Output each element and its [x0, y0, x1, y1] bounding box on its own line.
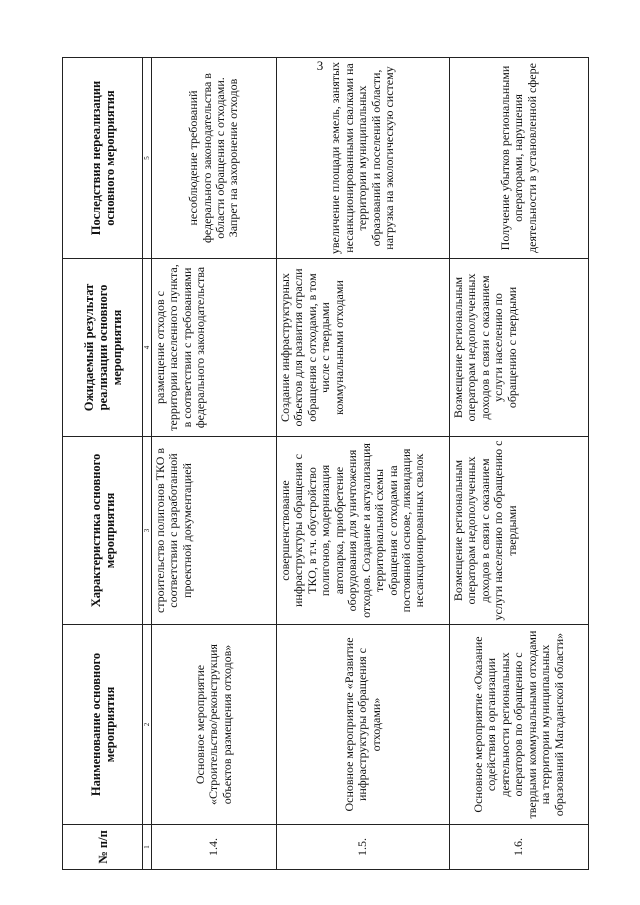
page-number: 3	[316, 58, 324, 73]
row-num: 1.6.	[450, 825, 589, 870]
row-consequence: несоблюдение требований федерального законодательства в области обращения с отходами. Запрет на захоронение отходов	[152, 58, 277, 259]
header-consequence: Последствия нереализации основного мероприятия	[63, 58, 143, 259]
row-consequence: Получение убытков региональными операторами, нарушения деятельности в установленной сфере	[450, 58, 589, 259]
header-row	[63, 58, 143, 870]
header-result: Ожидаемый результат реализации основного мероприятия	[63, 259, 143, 437]
row-characteristic: Возмещение региональным операторам недополученных доходов в связи с оказанием услуги населению по обращению с твердыми	[450, 437, 589, 625]
row-characteristic: совершенствование инфраструктуры обращения с ТКО, в т.ч. обустройство полигонов, модернизация автопарка, приобретение оборудования для уничтожения отходов. Создание и актуализация территориальной схемы обращения с отходами на постоянной основе, ликвидация несанкционированных свалок	[277, 437, 450, 625]
rotated-table-container	[62, 58, 587, 870]
measures-table	[62, 57, 589, 870]
table-row	[277, 58, 450, 870]
row-name: Основное мероприятие «Развитие инфраструктуры обращения с отходами»	[277, 625, 450, 825]
row-consequence: увеличение площади земель, занятых несанкционированными свалками на территории муниципальных образований и поселений области, нагрузка на экологическую систему	[277, 58, 450, 259]
column-number: 4	[143, 259, 152, 437]
row-num: 1.5.	[277, 825, 450, 870]
row-characteristic: строительство полигонов ТКО в соответствии с разработанной проектной документацией	[152, 437, 277, 625]
column-number: 5	[143, 58, 152, 259]
row-num: 1.4.	[152, 825, 277, 870]
row-result: Возмещение региональным операторам недополученных доходов в связи с оказанием услуги населению по обращению с твердыми	[450, 259, 589, 437]
column-number: 3	[143, 437, 152, 625]
header-name: Наименование основного мероприятия	[63, 625, 143, 825]
column-number: 2	[143, 625, 152, 825]
column-number-row	[143, 58, 152, 870]
table-row	[450, 58, 589, 870]
row-result: размещение отходов с территории населенного пункта, в соответствии с требованиями федерального законодательства	[152, 259, 277, 437]
row-name: Основное мероприятие «Оказание содействия в организации деятельности региональных операторов по обращению с твердыми коммунальными отходами на территории муниципальных образований Магаданской области»	[450, 625, 589, 825]
header-characteristic: Характеристика основного мероприятия	[63, 437, 143, 625]
row-result: Создание инфраструктурных объектов для развития отрасли обращения с отходами, в том числе с твердыми коммунальными отходами	[277, 259, 450, 437]
column-number: 1	[143, 825, 152, 870]
header-num: № п/п	[63, 825, 143, 870]
row-name: Основное мероприятие «Строительство/реконструкция объектов размещения отходов»	[152, 625, 277, 825]
table-row	[152, 58, 277, 870]
